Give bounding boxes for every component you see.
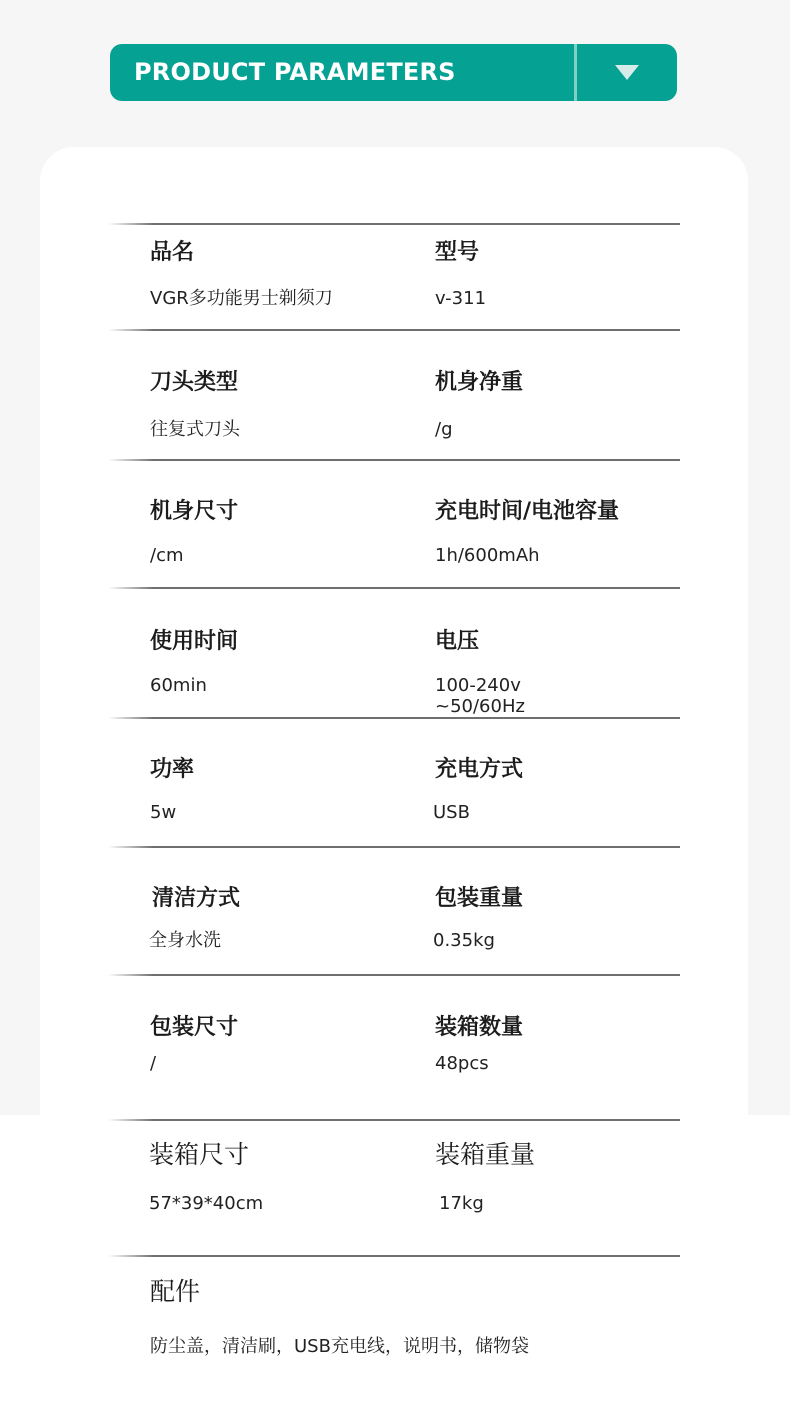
table-divider (108, 974, 680, 976)
spec-value: 全身水洗 (149, 930, 221, 951)
banner-title: PRODUCT PARAMETERS (134, 58, 456, 86)
spec-value: 17kg (439, 1193, 484, 1214)
spec-label: 充电时间/电池容量 (435, 499, 620, 524)
spec-label: 型号 (435, 240, 480, 265)
triangle-down-icon (615, 65, 639, 80)
accessories-label: 配件 (150, 1277, 201, 1306)
spec-card (40, 147, 748, 1147)
spec-value: 1h/600mAh (435, 545, 540, 566)
spec-value: 48pcs (435, 1053, 489, 1074)
spec-value: 往复式刀头 (150, 419, 240, 440)
product-parameters-banner[interactable] (110, 44, 677, 101)
spec-label: 机身尺寸 (150, 499, 239, 524)
accessories-value: 防尘盖，清洁刷，USB充电线，说明书，储物袋 (150, 1336, 529, 1357)
spec-value: 5w (150, 802, 177, 823)
spec-label: 功率 (150, 757, 195, 782)
table-divider (108, 1255, 680, 1257)
spec-label: 充电方式 (435, 757, 524, 782)
table-divider (108, 1119, 680, 1121)
table-divider (108, 459, 680, 461)
spec-label: 使用时间 (150, 629, 239, 654)
spec-label: 品名 (150, 240, 195, 265)
spec-label: 装箱重量 (435, 1140, 536, 1169)
spec-label: 装箱数量 (435, 1015, 524, 1040)
spec-value: VGR多功能男士剃须刀 (150, 288, 333, 309)
spec-label: 包装尺寸 (150, 1015, 239, 1040)
spec-label: 包装重量 (435, 886, 524, 911)
spec-value: 60min (150, 675, 207, 696)
spec-value: USB (433, 802, 470, 823)
spec-value: 57*39*40cm (149, 1193, 264, 1214)
spec-value: v-311 (435, 288, 487, 309)
banner-toggle-button[interactable] (577, 44, 677, 101)
spec-label: 装箱尺寸 (149, 1140, 250, 1169)
table-divider (108, 846, 680, 848)
spec-item-product-name (150, 240, 194, 266)
spec-value: / (150, 1053, 157, 1074)
spec-label: 机身净重 (435, 370, 524, 395)
table-divider (108, 329, 680, 331)
page-bottom-background (0, 1115, 790, 1421)
spec-value: /g (435, 419, 453, 440)
spec-value: 100-240v ~50/60Hz (435, 675, 525, 717)
table-divider (108, 223, 680, 225)
spec-value: /cm (150, 545, 184, 566)
spec-label: 清洁方式 (152, 886, 241, 911)
table-divider (108, 717, 680, 719)
table-divider (108, 587, 680, 589)
spec-value: 0.35kg (433, 930, 495, 951)
spec-label: 刀头类型 (150, 370, 239, 395)
spec-label: 电压 (435, 629, 480, 654)
